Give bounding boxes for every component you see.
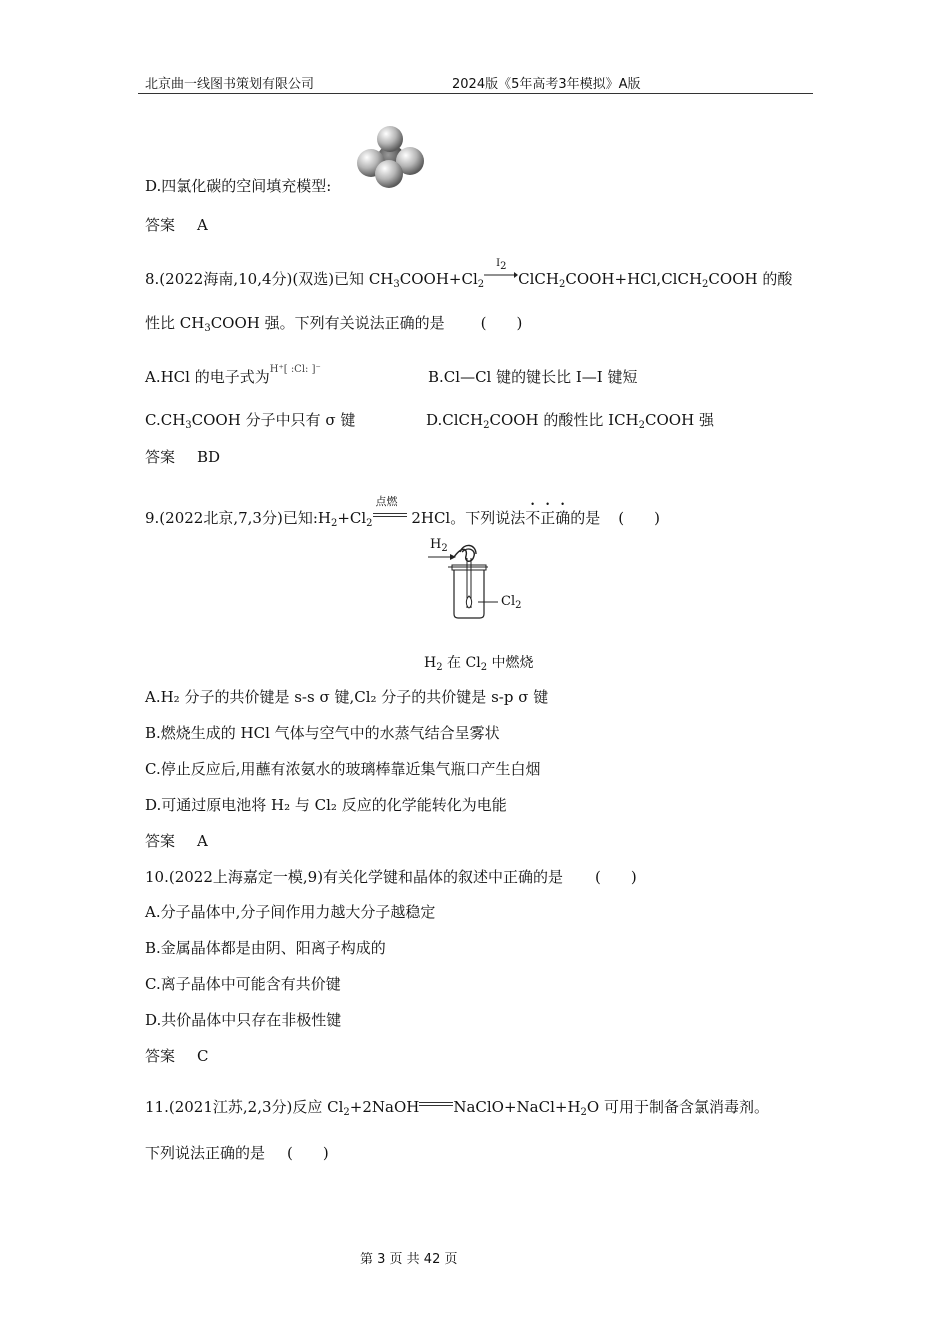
option-text: COOH 强 [645,411,714,429]
fig-label-cl2: $Cl_2$ [501,594,522,611]
answer-value: A [197,832,208,850]
q9-option-a: A.H₂ 分子的共价键是 s-s σ 键,Cl₂ 分子的共价键是 s-p σ 键 [145,688,549,706]
answer-label: 答案 [145,832,176,850]
q8-option-a [145,366,321,387]
q7-option-d-text: D.四氯化碳的空间填充模型: [145,177,332,195]
option-text: COOH 分子中只有 σ 键 [191,411,356,429]
q8-text: COOH 的酸 [708,270,793,288]
q9-option-c: C.停止反应后,用蘸有浓氨水的玻璃棒靠近集气瓶口产生白烟 [145,760,541,778]
answer-label: 答案 [145,216,176,234]
answer-value: A [197,216,208,234]
reaction-equals [419,1096,453,1110]
q8-text: 8.(2022海南,10,4分)(双选)已知 CH [145,270,394,288]
arrow-label: I [496,258,501,269]
header-rule [138,93,813,94]
reaction-arrow: $I_2$ [484,268,518,282]
condition-label: 点燃 [375,495,398,508]
header-left: 北京曲一线图书策划有限公司 [145,77,315,92]
q11-text: O 可用于制备含氯消毒剂。 [586,1098,769,1116]
q8-answer [145,446,220,467]
q8-text: COOH+Cl [399,270,478,288]
q11-text: +2NaOH [349,1098,420,1116]
q9-option-b: B.燃烧生成的 HCl 气体与空气中的水蒸气结合呈雾状 [145,724,500,742]
figure-caption: $H_2$ 在 $Cl_2$ 中燃烧 [424,655,534,673]
q10-option-d: D.共价晶体中只存在非极性键 [145,1011,342,1029]
emphasis-text: 不正确 [525,509,571,527]
q8-text: ClCH [518,270,559,288]
q8-text: COOH+HCl,ClCH [565,270,703,288]
q9-text: +Cl [337,509,367,527]
q11-stem-line2 [145,1142,329,1163]
q7-option-d [145,175,331,196]
q10-option-b: B.金属晶体都是由阴、阳离子构成的 [145,939,386,957]
q11-text: NaClO+NaCl+H [453,1098,581,1116]
option-text: D.ClCH [426,411,484,429]
answer-label: 答案 [145,1047,176,1065]
fig-label-text: Cl [501,594,516,609]
answer-paren: ( ) [287,1144,329,1162]
reaction-equals [373,495,407,521]
q8-option-c: $C.CH_3COOH$ 分子中只有 σ 键 [145,411,356,431]
q9-stem: 9.(2022北京,7,3分)已知$:H_2+Cl_2$ 点燃 2HCl。下列说法不正确的是 ( ) [145,495,660,529]
q9-text: 的是 [570,509,601,527]
caption-text: 中燃烧 [491,655,534,671]
q11-text: 下列说法正确的是 [145,1144,266,1162]
answer-paren: ( ) [618,509,660,527]
option-text: COOH 的酸性比 ICH [489,411,639,429]
answer-value: C [197,1047,209,1065]
answer-paren: ( ) [595,868,637,886]
q9-text: 2HCl。下列说法 [411,509,526,527]
q8-option-d: D.ClCH$_2$COOH 的酸性比 $ICH_2COOH$ 强 [426,411,714,431]
q11-stem-line1: 11.(2021江苏,2,3分)反应 $Cl_2+2NaOH$ $NaClO+NaCl+H_2O$ 可用于制备含氯消毒剂。 [145,1098,769,1118]
q10-answer [145,1045,209,1066]
q8-option-b: B.Cl—Cl 键的键长比 I—I 键短 [428,368,638,386]
q9-option-d: D.可通过原电池将 H₂ 与 Cl₂ 反应的化学能转化为电能 [145,796,507,814]
answer-value: BD [197,448,221,466]
q10-text: 10.(2022上海嘉定一模,9)有关化学键和晶体的叙述中正确的是 [145,868,564,886]
q8-stem-line1: 8.(2022海南,10,4分)(双选)已知 $CH_3COOH+Cl_2$ $I_2$ ClCH$_2$COOH+HCl,ClCH$_2$COOH 的酸 [145,258,793,290]
page-number: 第 3 页 共 42 页 [360,1252,458,1267]
answer-paren: ( ) [480,314,523,332]
q8-stem-line2: 性比 $CH_3COOH$ 强。下列有关说法正确的是 ( ) [145,314,523,334]
answer-label: 答案 [145,448,176,466]
q9-text: 9.(2022北京,7,3分)已知:H [145,509,331,527]
fig-label-text: H [430,537,442,552]
hcl-electron-formula: H⁺[ :Cl: ]⁻ [269,364,321,375]
q8-text: COOH 强。下列有关说法正确的是 [210,314,445,332]
q9-answer [145,830,208,851]
q10-option-a: A.分子晶体中,分子间作用力越大分子越稳定 [145,903,436,921]
header-center: 2024版《5年高考3年模拟》A版 [452,77,641,92]
ccl4-space-filling-model-icon [356,125,426,191]
caption-text: H [424,655,437,671]
q10-option-c: C.离子晶体中可能含有共价键 [145,975,341,993]
fig-label-h2: $H_2$ [430,537,448,554]
q7-answer [145,214,208,235]
option-text: A.HCl 的电子式为 [145,368,270,386]
q8-text: 性比 CH [145,314,205,332]
q11-text: 11.(2021江苏,2,3分)反应 Cl [145,1098,344,1116]
caption-text: 在 Cl [447,655,481,671]
option-text: C.CH [145,411,186,429]
q10-stem [145,866,637,887]
